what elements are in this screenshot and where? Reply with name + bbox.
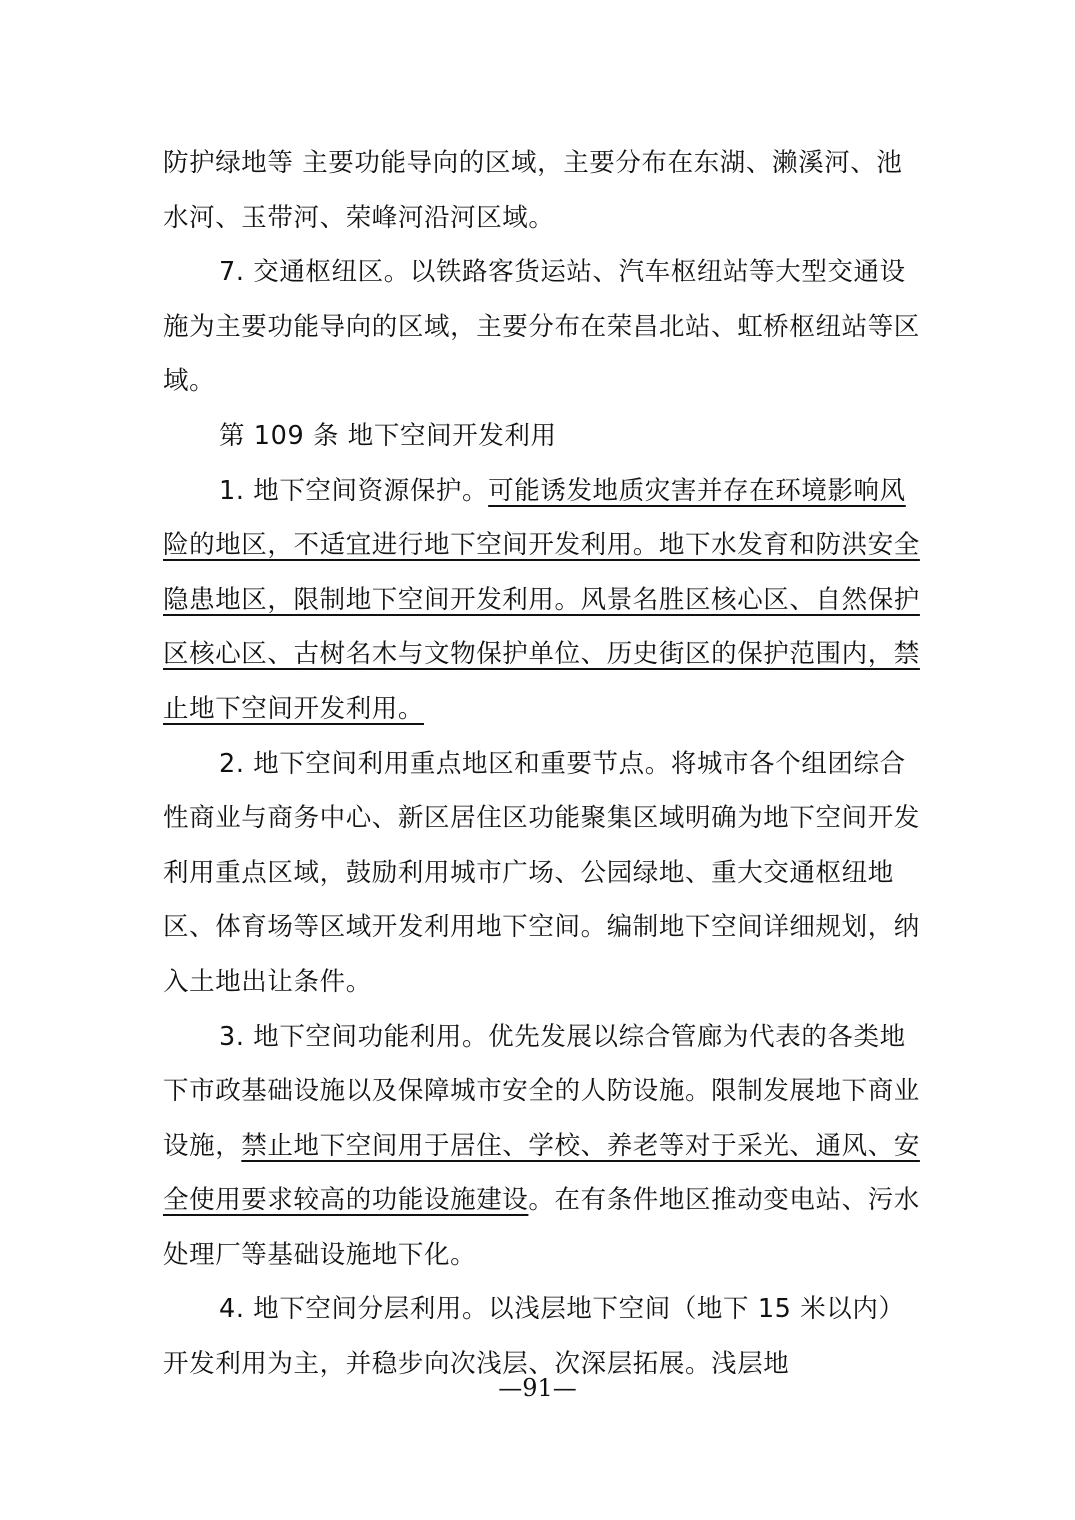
- paragraph-key-areas: 2. 地下空间利用重点地区和重要节点。将城市各个组团综合性商业与商务中心、新区居住区功能聚集区域明确为地下空间开发利用重点区域，鼓励利用城市广场、公园绿地、重大交通枢纽地区、体育场等区域开发利用地下空间。编制地下空间详细规划，纳入土地出让条件。: [163, 748, 920, 997]
- body-text: [163, 136, 923, 1392]
- function-use-tail: 。在有条件地区推动变电站、污水处理厂等基础设施地下化。: [163, 1185, 920, 1270]
- paragraph-function-use: [163, 1010, 923, 1283]
- function-use-lead: 3. 地下空间功能利用。优先发展以综合管廊为代表的各类地下市政基础设施以及保障城市安全的人防设施。限制发展地下商业设施，: [163, 1021, 920, 1161]
- paragraph-green-space: 防护绿地等 主要功能导向的区域，主要分布在东湖、濑溪河、池水河、玉带河、荣峰河沿河区域。: [163, 148, 903, 233]
- function-use-underlined: 禁止地下空间用于居住、学校、养老等对于采光、通风、安全使用要求较高的功能设施建设: [163, 1130, 920, 1216]
- resource-protection-lead: 1. 地下空间资源保护。: [219, 475, 489, 506]
- paragraph-layered-use: 4. 地下空间分层利用。以浅层地下空间（地下 15 米以内）开发利用为主，并稳步向次浅层、次深层拓展。浅层地: [163, 1294, 905, 1380]
- article-heading-109: 第 109 条 地下空间开发利用: [219, 420, 557, 451]
- paragraph-resource-protection: [163, 464, 923, 737]
- resource-protection-underlined: 可能诱发地质灾害并存在环境影响风险的地区，不适宜进行地下空间开发利用。地下水发育和防洪安全隐患地区，限制地下空间开发利用。风景名胜区核心区、自然保护区核心区、古树名木与文物保护单位、历史街区的保护范围内，禁止地下空间开发利用。: [163, 475, 920, 724]
- paragraph-transport-hub: 7. 交通枢纽区。以铁路客货运站、汽车枢纽站等大型交通设施为主要功能导向的区域，主要分布在荣昌北站、虹桥枢纽站等区域。: [163, 257, 920, 397]
- page-number: —91—: [498, 1374, 577, 1402]
